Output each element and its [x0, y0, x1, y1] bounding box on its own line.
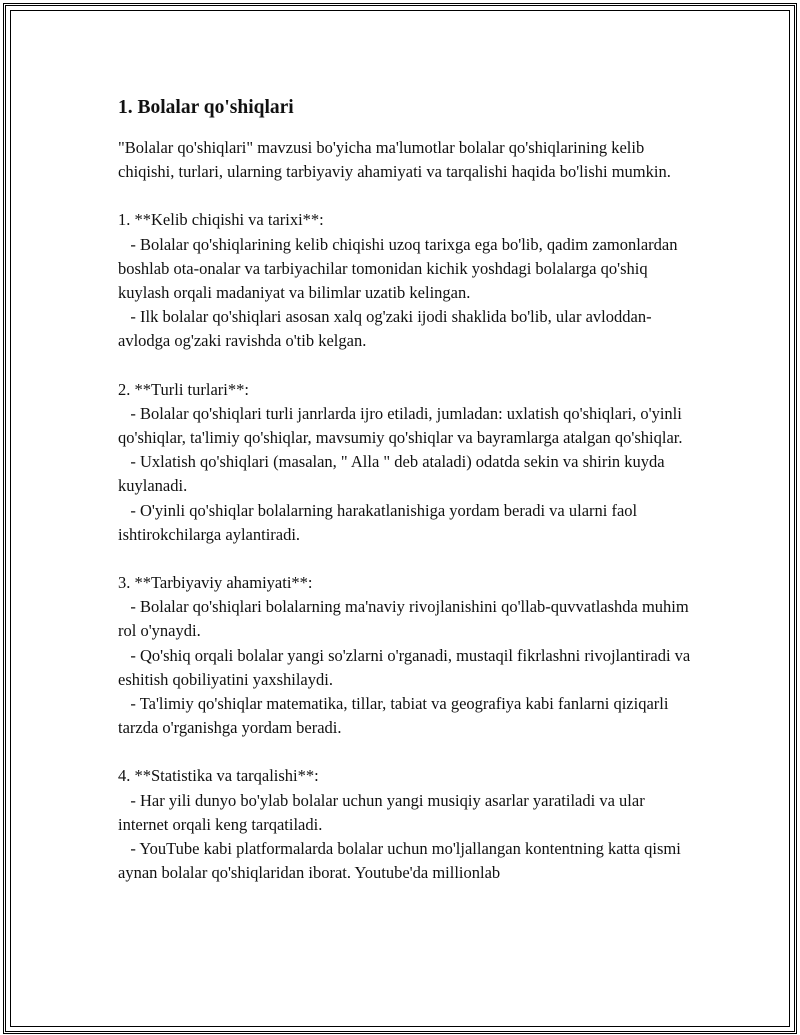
section-heading: 3. **Tarbiyaviy ahamiyati**:: [118, 573, 313, 593]
list-item: - Ta'limiy qo'shiqlar matematika, tillar, tabiat va geografiya kabi fanlarni qiziqarli tarzda o'rganishga yordam beradi.: [118, 694, 673, 738]
section-origin: [118, 208, 698, 353]
list-item: - Bolalar qo'shiqlarining kelib chiqishi uzoq tarixga ega bo'lib, qadim zamonlardan boshlab ota-onalar va tarbiyachilar tomonidan kichik yoshdagi bolalarga qo'shiq kuylash orqali madaniyat va bilimlar uzatib kelingan.: [118, 234, 682, 303]
list-item: - Qo'shiq orqali bolalar yangi so'zlarni o'rganadi, mustaqil fikrlashni rivojlantiradi va eshitish qobiliyatini yaxshilaydi.: [118, 645, 695, 689]
section-types: [118, 378, 698, 547]
section-statistics: [118, 764, 698, 885]
section-educational: [118, 571, 698, 740]
list-item: - YouTube kabi platformalarda bolalar uchun mo'ljallangan kontentning katta qismi aynan bolalar qo'shiqlaridan iborat. Youtube'da millionlab: [118, 839, 685, 883]
section-heading: 1. **Kelib chiqishi va tarixi**:: [118, 210, 324, 230]
section-heading: 2. **Turli turlari**:: [118, 379, 249, 399]
section-heading: 4. **Statistika va tarqalishi**:: [118, 766, 319, 786]
list-item: - Bolalar qo'shiqlari bolalarning ma'naviy rivojlanishini qo'llab-quvvatlashda muhim rol o'ynaydi.: [118, 597, 693, 641]
list-item: - Ilk bolalar qo'shiqlari asosan xalq og'zaki ijodi shaklida bo'lib, ular avloddan-avlodga og'zaki ravishda o'tib kelgan.: [118, 307, 652, 351]
document-title: 1. Bolalar qo'shiqlari: [118, 97, 294, 118]
intro-paragraph: "Bolalar qo'shiqlari" mavzusi bo'yicha ma'lumotlar bolalar qo'shiqlarining kelib chiqishi, turlari, ularning tarbiyaviy ahamiyati va tarqalishi haqida bo'lishi mumkin.: [118, 138, 671, 182]
list-item: - Bolalar qo'shiqlari turli janrlarda ijro etiladi, jumladan: uxlatish qo'shiqlari, o'yinli qo'shiqlar, ta'limiy qo'shiqlar, mavsumiy qo'shiqlar va bayramlarga atalgan qo'shiqlar.: [118, 403, 686, 448]
list-item: - O'yinli qo'shiqlar bolalarning harakatlanishiga yordam beradi va ularni faol ishtirokchilarga aylantiradi.: [118, 500, 642, 544]
document-body: [118, 96, 698, 909]
list-item: - Har yili dunyo bo'ylab bolalar uchun yangi musiqiy asarlar yaratiladi va ular internet orqali keng tarqatiladi.: [118, 790, 649, 834]
list-item: - Uxlatish qo'shiqlari (masalan, " Alla " deb ataladi) odatda sekin va shirin kuyda kuylanadi.: [118, 452, 669, 496]
